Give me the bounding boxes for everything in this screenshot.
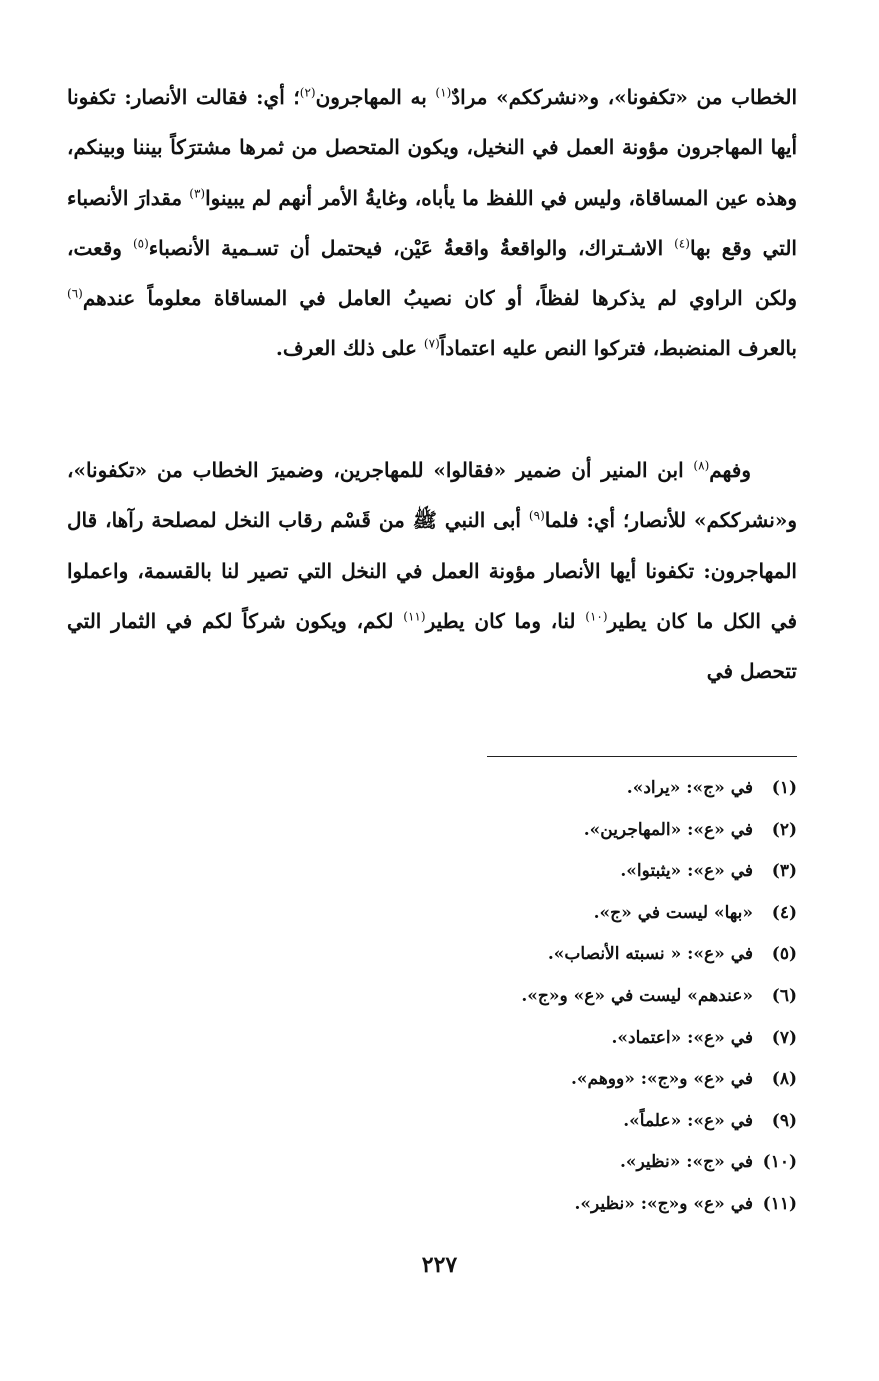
footnote-text: في «ع»: «المهاجرين». — [583, 819, 753, 840]
paragraph-1-text — [67, 72, 797, 374]
footnote-ref-6: (٦) — [67, 286, 83, 301]
footnote-text: في «ج»: «نظير». — [620, 1152, 753, 1173]
footnote-ref-1: (١) — [435, 85, 452, 100]
footnote-item — [67, 893, 797, 935]
footnote-text: في «ع»: « نسبته الأنصاب». — [547, 944, 753, 965]
footnote-number: (٢) — [771, 819, 797, 840]
text-segment: به المهاجرون — [315, 85, 436, 109]
footnote-number: (١) — [771, 778, 797, 798]
footnote-item — [67, 851, 797, 893]
footnotes-list — [67, 768, 797, 1226]
footnote-text: في «ع» و«ج»: «ووهم». — [570, 1069, 753, 1090]
text-segment: وفهم — [709, 458, 751, 482]
footnote-item — [67, 1142, 797, 1184]
footnote-ref-5: (٥) — [132, 236, 149, 251]
footnote-text: في «ع»: «يثبتوا». — [620, 861, 753, 882]
text-segment: الاشـتراك، والواقعةُ واقعةُ عَيْن، فيحتمل أن تسـمية الأنصباء — [148, 235, 675, 260]
footnote-ref-3: (٣) — [189, 185, 206, 200]
footnote-text: في «ع» و«ج»: «نظير». — [574, 1193, 753, 1214]
footnote-text: في «ج»: «يراد». — [626, 778, 753, 798]
page-number: ٢٢٧ — [421, 1252, 458, 1278]
text-segment: أبى النبي ﷺ من قَسْم رقاب النخل لمصلحة رآها، قال المهاجرون: تكفونا أيها الأنصار مؤونة العمل في النخل التي تصير لنا بالقسمة، واعملوا في الكل ما كان يطير — [67, 508, 797, 633]
footnote-item — [67, 1018, 797, 1060]
footnote-number: (١١) — [762, 1193, 797, 1214]
text-segment: ابن المنير أن ضمير «فقالوا» للمهاجرين، وضميرَ الخطاب من «تكفونا»، و«نشرككم» للأنصار؛ أي: فلما — [67, 458, 797, 533]
footnote-ref-11: (١١) — [403, 609, 426, 624]
footnote-number: (٩) — [771, 1110, 797, 1131]
text-segment: وقعت، ولكن الراوي لم يذكرها لفظاً، أو كان نصيبُ العامل في المساقاة معلوماً عندهم — [67, 235, 797, 311]
footnote-ref-4: (٤) — [674, 236, 690, 251]
footnote-item — [67, 1184, 797, 1226]
footnote-divider — [487, 756, 797, 757]
footnote-ref-7: (٧) — [423, 336, 440, 351]
text-segment: لنا، وما كان يطير — [425, 608, 586, 633]
footnote-ref-8: (٨) — [693, 458, 710, 473]
footnote-number: (٥) — [771, 944, 797, 965]
text-segment: ؛ أي: فقالت الأنصار: تكفونا أيها المهاجرون مؤونة العمل في النخيل، ويكون المتحصل من ثمرها مشترَكاً بيننا وبينكم، وهذه عين المساقاة، وليس في اللفظ ما يأباه، وغايةُ الأمر أنهم لم يبينوا — [67, 85, 797, 210]
paragraph-2-text — [67, 445, 797, 696]
footnote-ref-10: (١٠) — [585, 609, 608, 624]
footnote-ref-2: (٢) — [299, 85, 316, 100]
footnote-item — [67, 1059, 797, 1101]
footnote-text: «بها» ليست في «ج». — [593, 902, 753, 923]
text-segment: بالعرف المنضبط، فتركوا النص عليه اعتماداً — [439, 336, 797, 361]
text-segment: لكم، ويكون شركاً لكم في الثمار التي تتحصل في — [67, 608, 797, 684]
text-segment: على ذلك العرف. — [275, 336, 424, 361]
footnote-number: (١٠) — [762, 1152, 797, 1173]
text-segment: مقدارَ الأنصباء التي وقع بها — [67, 185, 797, 260]
footnote-number: (٤) — [771, 902, 797, 923]
footnote-item — [67, 810, 797, 852]
text-segment: الخطاب من «تكفونا»، و«نشرككم» مرادٌ — [451, 85, 797, 109]
footnote-text: في «ع»: «اعتماد». — [611, 1027, 753, 1048]
paragraph-1 — [67, 72, 797, 374]
footnote-item — [67, 1101, 797, 1143]
footnote-text: «عندهم» ليست في «ع» و«ج». — [521, 985, 753, 1006]
footnote-number: (٦) — [771, 985, 797, 1006]
footnote-item — [67, 976, 797, 1018]
footnote-ref-9: (٩) — [528, 508, 545, 523]
footnote-number: (٣) — [771, 861, 797, 882]
footnote-item — [67, 768, 797, 810]
footnote-number: (٧) — [771, 1027, 797, 1048]
footnote-text: في «ع»: «علماً». — [623, 1110, 753, 1131]
footnote-item — [67, 934, 797, 976]
footnote-number: (٨) — [771, 1069, 797, 1090]
paragraph-2 — [67, 445, 797, 696]
